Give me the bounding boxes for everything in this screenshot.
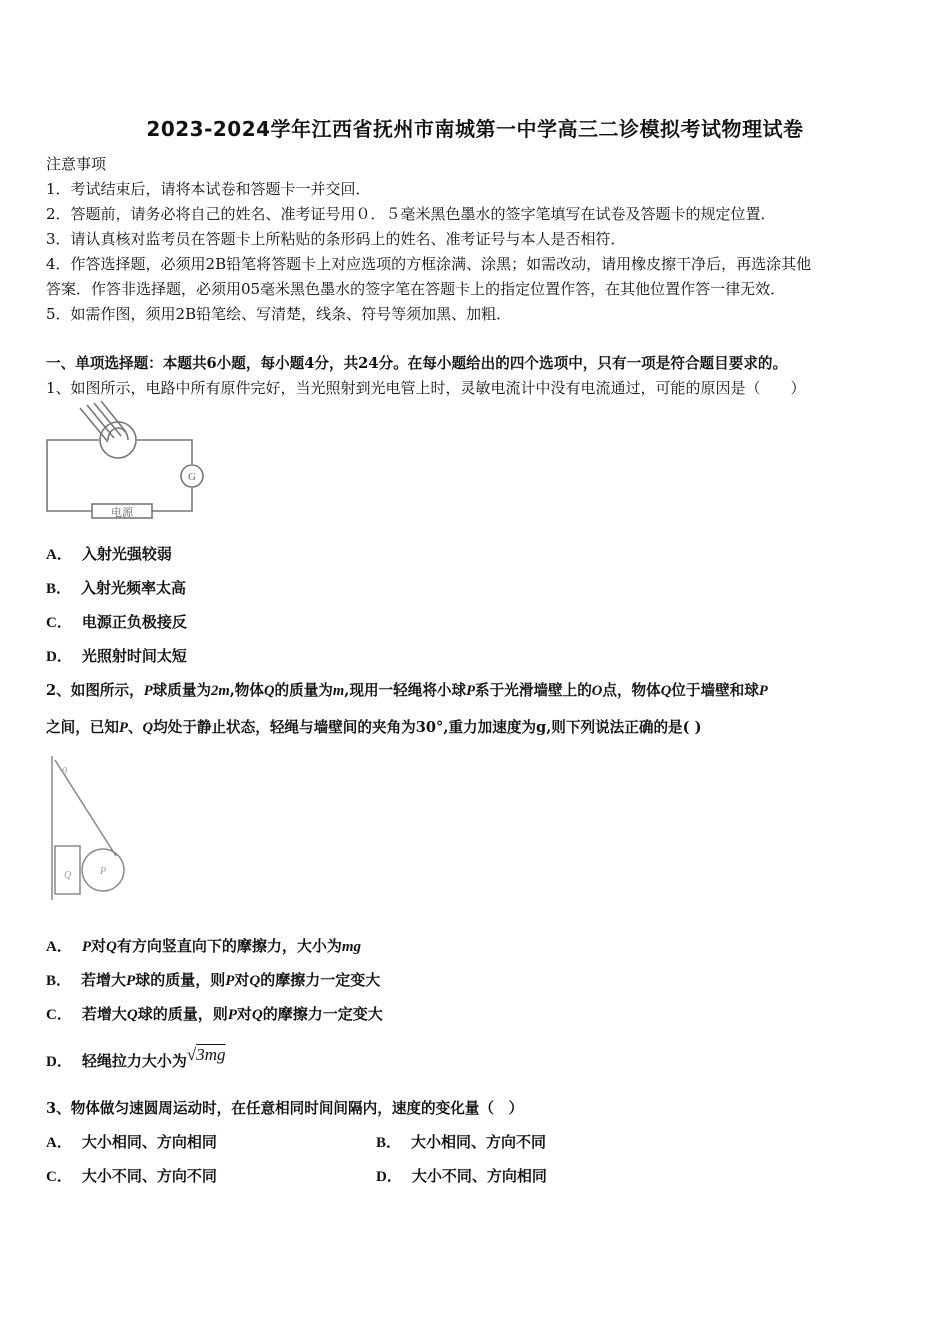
q1-option-b[interactable] xyxy=(46,577,186,598)
option-letter: C． xyxy=(46,615,72,631)
option-letter: A． xyxy=(46,1135,72,1151)
notice-item: 1．考试结束后，请将本试卷和答题卡一并交回． xyxy=(46,180,371,198)
question-2-stem-line1: 2、如图所示，P球质量为2m,物体Q的质量为m,现用一轻绳将小球P系于光滑墙壁上的O点，物体Q位于墙壁和球P xyxy=(46,682,768,699)
p-label: P xyxy=(100,866,107,877)
option-letter: C． xyxy=(46,1007,72,1023)
option-text: 入射光频率太高 xyxy=(81,579,187,597)
option-letter: D． xyxy=(46,649,72,665)
notice-item: 3．请认真核对监考员在答题卡上所粘贴的条形码上的姓名、准考证号与本人是否相符． xyxy=(46,230,626,248)
option-text: 大小不同、方向相同 xyxy=(411,1167,547,1185)
option-text: 电源正负极接反 xyxy=(81,613,187,631)
option-letter: A． xyxy=(46,939,72,955)
q3-option-c[interactable] xyxy=(46,1165,217,1186)
q3-option-d[interactable] xyxy=(376,1165,547,1186)
meter-label: G xyxy=(188,471,196,483)
option-text: 入射光强较弱 xyxy=(81,545,172,563)
page-title: 2023-2024学年江西省抚州市南城第一中学高三二诊模拟考试物理试卷 xyxy=(146,117,804,141)
sqrt-expression: √3mg xyxy=(186,1045,226,1064)
notice-item: 4．作答选择题，必须用2B铅笔将答题卡上对应选项的方框涂满、涂黑；如需改动，请用橡皮擦干净后，再选涂其他 xyxy=(46,255,812,273)
o-label: 0 xyxy=(62,766,67,777)
option-text: 大小相同、方向不同 xyxy=(411,1133,547,1151)
option-letter: B． xyxy=(46,973,72,989)
wall-ball-block-figure xyxy=(40,752,140,902)
q3-option-a[interactable] xyxy=(46,1131,217,1152)
question-1-stem: 1、如图所示，电路中所有原件完好，当光照射到光电管上时，灵敏电流计中没有电流通过，可能的原因是（ ） xyxy=(46,379,806,397)
photocell-circuit-figure xyxy=(42,400,212,525)
q1-option-a[interactable] xyxy=(46,543,172,564)
power-label: 电源 xyxy=(111,506,133,519)
q1-option-d[interactable] xyxy=(46,645,187,666)
q2-option-d[interactable]: D． 轻绳拉力大小为√3mg xyxy=(46,1045,226,1070)
option-letter: B． xyxy=(376,1135,402,1151)
q2-option-b[interactable]: B． 若增大P球的质量，则P对Q的摩擦力一定变大 xyxy=(46,971,381,989)
question-2-stem-line2: 之间，已知P、Q均处于静止状态，轻绳与墙壁间的夹角为30°,重力加速度为g,则下列说法正确的是( ) xyxy=(46,719,702,736)
q3-option-b[interactable] xyxy=(376,1131,546,1152)
option-letter: D． xyxy=(376,1169,402,1185)
q-label: Q xyxy=(64,870,72,881)
q1-option-c[interactable] xyxy=(46,611,187,632)
option-letter: A． xyxy=(46,547,72,563)
question-3-stem: 3、物体做匀速圆周运动时，在任意相同时间间隔内，速度的变化量（ ） xyxy=(46,1100,524,1117)
notice-item: 5．如需作图，须用2B铅笔绘、写清楚，线条、符号等须加黑、加粗． xyxy=(46,305,512,323)
option-text: 大小不同、方向不同 xyxy=(81,1167,217,1185)
q2-option-a[interactable]: A． P对Q有方向竖直向下的摩擦力，大小为mg xyxy=(46,937,362,955)
option-letter: B． xyxy=(46,581,72,597)
notice-item: 答案．作答非选择题，必须用05毫米黑色墨水的签字笔在答题卡上的指定位置作答，在其他位置作答一律无效． xyxy=(46,280,786,298)
option-letter: C． xyxy=(46,1169,72,1185)
notice-item: 2．答题前，请务必将自己的姓名、准考证号用０．５毫米黑色墨水的签字笔填写在试卷及答题卡的规定位置． xyxy=(46,205,776,223)
section-heading: 一、单项选择题：本题共6小题，每小题4分，共24分。在每小题给出的四个选项中，只有一项是符合题目要求的。 xyxy=(46,355,788,372)
notice-heading: 注意事项 xyxy=(46,155,107,173)
option-letter: D． xyxy=(46,1054,72,1070)
option-text: 大小相同、方向相同 xyxy=(81,1133,217,1151)
option-text: 光照射时间太短 xyxy=(81,647,187,665)
q2-option-c[interactable]: C． 若增大Q球的质量，则P对Q的摩擦力一定变大 xyxy=(46,1005,383,1023)
